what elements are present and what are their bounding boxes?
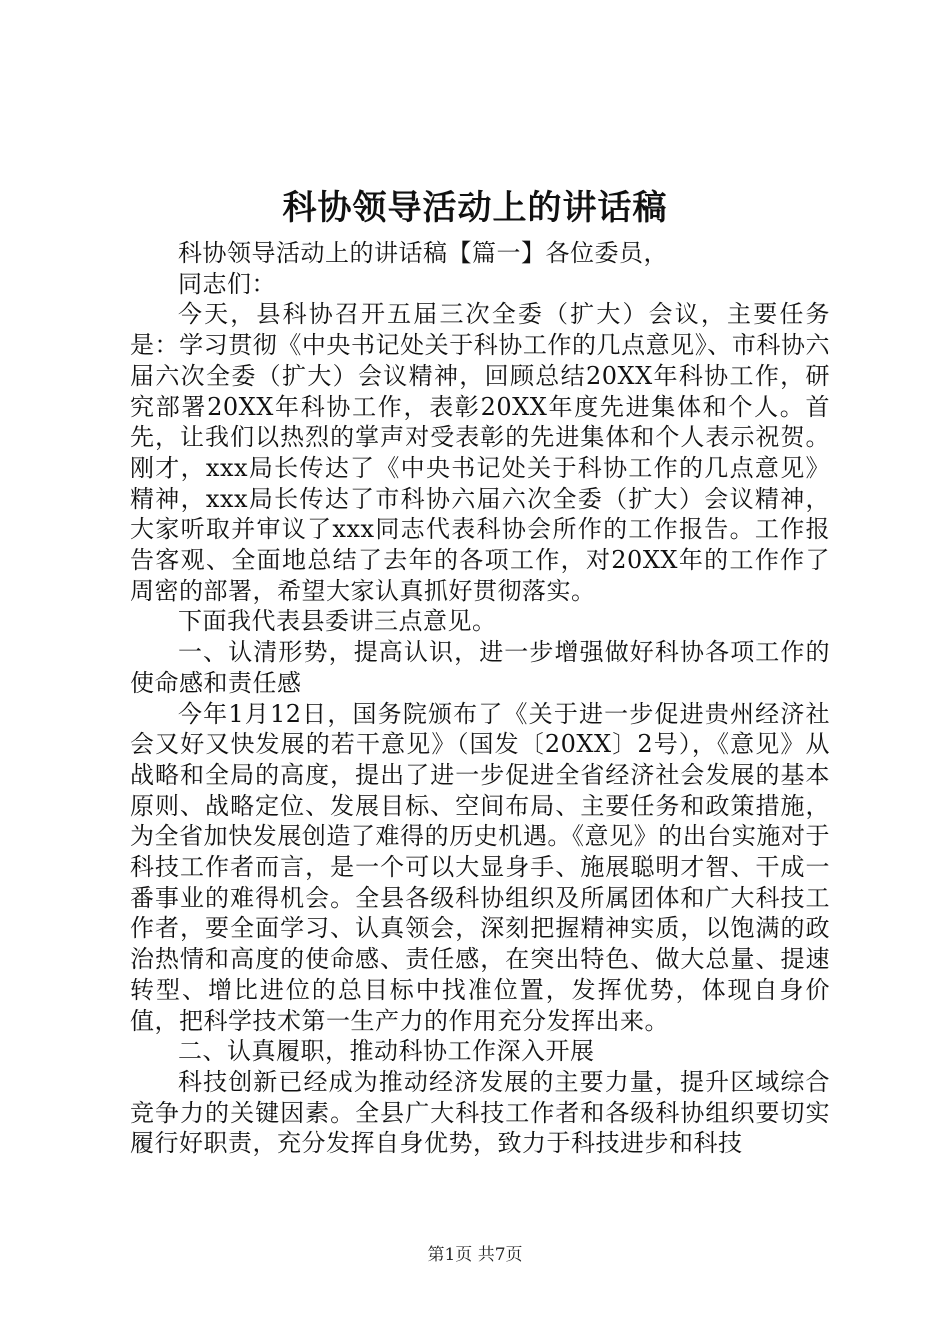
heading-point-one: 一、认清形势，提高认识，进一步增强做好科协各项工作的使命感和责任感 [130,638,830,697]
paragraph-greeting: 科协领导活动上的讲话稿【篇一】各位委员， [178,239,668,267]
paragraph-opening: 今天，县科协召开五届三次全委（扩大）会议，主要任务是：学习贯彻《中央书记处关于科协工作的几点意见》、市科协六届六次全委（扩大）会议精神，回顾总结20XX年科协工作，研究部署20XX年科协工作，表彰20XX年度先进集体和个人。首先，让我们以热烈的掌声对受表彰的先进集体和个人表示祝贺。刚才，xxx局长传达了《中央书记处关于科协工作的几点意见》精神，xxx局长传达了市科协六届六次全委（扩大）会议精神，大家听取并审议了xxx同志代表科协会所作的工作报告。工作报告客观、全面地总结了去年的各项工作，对20XX年的工作作了周密的部署，希望大家认真抓好贯彻落实。 [130,300,830,605]
paragraph-point-two: 科技创新已经成为推动经济发展的主要力量，提升区域综合竞争力的关键因素。全县广大科技工作者和各级科协组织要切实履行好职责，充分发挥自身优势，致力于科技进步和科技 [130,1067,830,1158]
heading-point-two: 二、认真履职，推动科协工作深入开展 [178,1037,595,1066]
page-number: 第1页 共7页 [427,1245,523,1265]
document-title: 科协领导活动上的讲话稿 [282,188,668,228]
document-body [130,238,830,1159]
paragraph-salutation: 同志们： [178,269,276,298]
paragraph-point-one: 今年1月12日，国务院颁布了《关于进一步促进贵州经济社会又好又快发展的若干意见》（国发〔20XX〕2号），《意见》从战略和全局的高度，提出了进一步促进全省经济社会发展的基本原则、战略定位、发展目标、空间布局、主要任务和政策措施，为全省加快发展创造了难得的历史机遇。《意见》的出台实施对于科技工作者而言，是一个可以大显身手、施展聪明才智、干成一番事业的难得机会。全县各级科协组织及所属团体和广大科技工作者，要全面学习、认真领会，深刻把握精神实质，以饱满的政治热情和高度的使命感、责任感，在突出特色、做大总量、提速转型、增比进位的总目标中找准位置，发挥优势，体现自身价值，把科学技术第一生产力的作用充分发挥出来。 [130,699,830,1035]
paragraph-intro-points: 下面我代表县委讲三点意见。 [178,607,497,636]
